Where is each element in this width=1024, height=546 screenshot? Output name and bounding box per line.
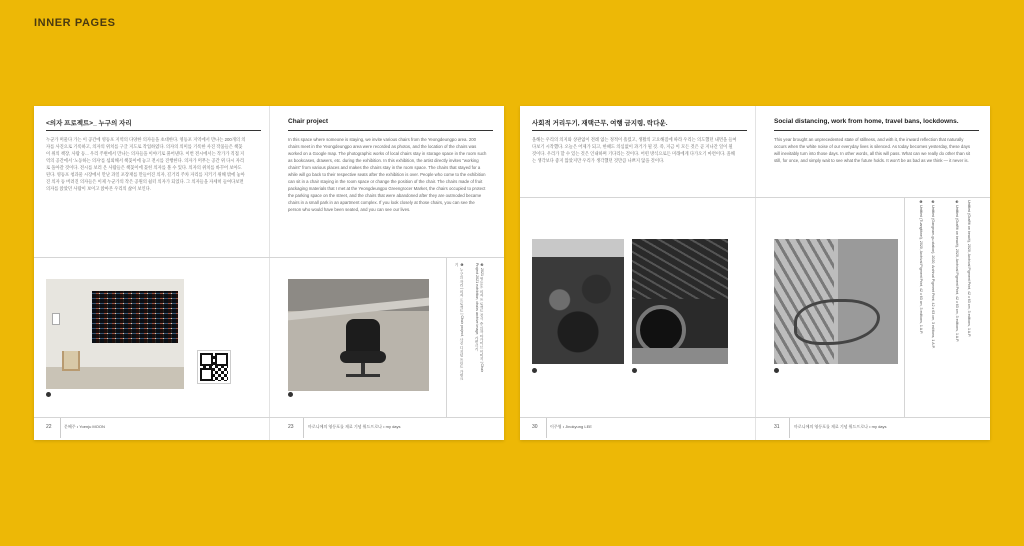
graffiti-wall-photo xyxy=(774,239,898,364)
photo-caption-2: ❷ 2021 영등포, 의자 프로젝트 전시 중 의자 아카이브 이미지 | Chair Project 2021 exhibition, chairs archive image, 가변크기 xyxy=(475,263,484,373)
photo-caption-2: ❷ Untitled (Gangnam-gu-station), 2020, Archival Pigment Print, 42 x 63 cm, 3 editions, 1 A.P. xyxy=(931,200,935,349)
page-number: 22 xyxy=(46,424,52,430)
footer-publication: 마로니에의 영등포를 재료 기념 워드프로나 • my days xyxy=(794,424,887,429)
photo-caption-3: ❸ Untitled (Graffiti on beach), 2020, Archival Pigment Print, 42 x 63 cm, 3 editions, 1 A.P. xyxy=(955,200,959,343)
photo-caption-1: ❶ 누구의 자리 | 의자 프로젝트 | Chair project, 사진 디지털 프린트 가변크기 xyxy=(455,263,464,381)
photo-number-3 xyxy=(774,368,779,373)
photo-number-1 xyxy=(46,392,51,397)
caption-divider xyxy=(446,257,447,417)
section-divider xyxy=(520,197,990,198)
page-number: 30 xyxy=(532,424,538,430)
footer-separator xyxy=(789,418,790,438)
office-chair-photo xyxy=(288,279,429,391)
page-title: <의자 프로젝트>_ 누구의 자리 xyxy=(46,120,132,127)
right-spread xyxy=(520,106,990,440)
footer-author: 이주영 • Jinokyung LEE xyxy=(550,424,592,429)
page-title: Chair project xyxy=(288,118,329,125)
photo-number-2 xyxy=(632,368,637,373)
photo-caption-4: Untitled (Graffiti on beach), 2020, Archival Pigment Print, 42 x 63 cm, 3 editions, 1 A.P. xyxy=(967,200,971,338)
spread-gutter xyxy=(755,106,756,440)
photo-number-1 xyxy=(532,368,537,373)
page-body-korean: 올해는 우리의 의지와 상관없이 전례 없는 정적이 흘렀고, 생활의 고요해짐에 따라 우리는 의도했던 내면을 들여다보기 시작했다. 오늘은 어제가 되고, 한때도 의심없이 과거가 될 것. 즉, 지금 이 모든 것은 곧 지나간 일이 될 것이다. 우리가 할 수 있는 것은 인내하며 기다리는 것이다. 어떤 방식으로든 미래에게 다가오기 마련이다. 올해는 생각보다 좋지 않았지만 우리가 생각했던 것만큼 나쁘지 않을 것이다. xyxy=(532,137,737,163)
footer-author: 문혜주 • Yoenju MOON xyxy=(64,424,105,429)
title-rule xyxy=(46,130,261,131)
caption-divider xyxy=(904,197,905,417)
left-spread xyxy=(34,106,504,440)
footer-publication: 마로니에의 영등포를 재료 기념 워드프로나 • my days xyxy=(308,424,401,429)
footer-divider xyxy=(520,417,990,418)
page-body-korean: 누군가 머물다 가는 이 공간에 영등포 지역의 다양한 의자들을 초대한다. 영등포 지역에서 만나는 200개의 의자를 사진으로 기록하고, 의자의 위치를 구글 지도로 작업하였다. 의자의 의미를 기록한 사진 작품들은 책꽂이 위의 책장, 사람 등... 우리 주변에서 만나는 의자들을 이야기로 풀어낸다. 이번 전시에서는 작가가 직접 지역의 공간에서 '노동하는 의자'를 섭외해서 책꽂이에 놓고 전시를 진행한다. 의자가 머무는 공간 위 다시 자리로 돌아갈 것이다. 전시를 보러 온 사람들은 책꽂이에 꽂힌 의자를 볼 수 있다. 의자의 위치를 바꾸어 보아도 된다. 영등포 청과물 시장에서 만난 과일 포장재를 만들어진 의자, 길거리 주차 자리를 지키기 위해 밖에 놓아진 의자 등 버려진 의자들은 이제 누군가의 작은 공원의 쉼터 의자가 되었다. 그 의자들을 자세히 들여다보면 의자를 앉았던 사람이 보이고 앉아본 우리의 삶이 보인다. xyxy=(46,137,246,191)
footer-divider xyxy=(34,417,504,418)
footer-separator xyxy=(546,418,547,438)
footer-separator xyxy=(60,418,61,438)
title-rule xyxy=(532,130,747,131)
photo-caption-1: ❶ Untitled (Tuangtitwei), 2020, Archival Pigment Print, 42 x 63 cm, 3 editions, 1 A.P. xyxy=(919,200,923,335)
section-divider xyxy=(34,257,504,258)
footer-separator xyxy=(303,418,304,438)
page-number: 23 xyxy=(288,424,294,430)
page-title: 사회적 거리두기, 재택근무, 여행 금지령, 락다운. xyxy=(532,120,668,127)
gallery-wall-photo xyxy=(46,279,184,389)
page-number: 31 xyxy=(774,424,780,430)
title-rule xyxy=(288,130,493,131)
section-heading: INNER PAGES xyxy=(34,17,116,29)
page-body-english: This year brought an unprecedented state of stillness, and with it, the inward reflection that naturally occurs when the white noise of our everyday lives is silenced. As today becomes yesterday, these days will inevitably turn into those days. In other words, all this will pass. What can we really do other than sit still, for once, and simply wait to see what the future holds. It won't be as bad as we think — it never is. xyxy=(774,137,971,163)
car-graffiti-photo xyxy=(632,239,728,364)
qr-code xyxy=(197,350,231,384)
title-rule xyxy=(774,130,979,131)
photo-number-2 xyxy=(288,392,293,397)
page-body-english: In this space where someone is staying, we invite various chairs from the Yeongdeungpo area. 200 chairs meet in the Yeongdeungpo area were recorded as photos, and the location of the chairs was worked on a Google map. The photographic works of local chairs stay in storage space in the room such as bookcases, drawers, etc. during the exhibition. In this exhibition, the artist directly invites "working chairs" from various places and makes the chairs stay in the room space. The chairs that stayed for a while will go back to their respective seats after the exhibition is over. People who come to the exhibition can sit in a chair staying in the room space or change the position of the chair. The chairs made of fruit packaging materials that I met at the Yeongdeungpo Greengrocer Market, the chairs occupied to protect the parking space on the street, and the chairs that were abandoned after they are outmoded became chairs in a small park in an apartment complex. If you look closely at those chairs, you can see the person who would have been seated, and you can see our lives. xyxy=(288,137,487,212)
page-title: Social distancing, work from home, travel bans, lockdowns. xyxy=(774,118,959,125)
trees-photo xyxy=(532,239,624,364)
spread-gutter xyxy=(269,106,270,440)
